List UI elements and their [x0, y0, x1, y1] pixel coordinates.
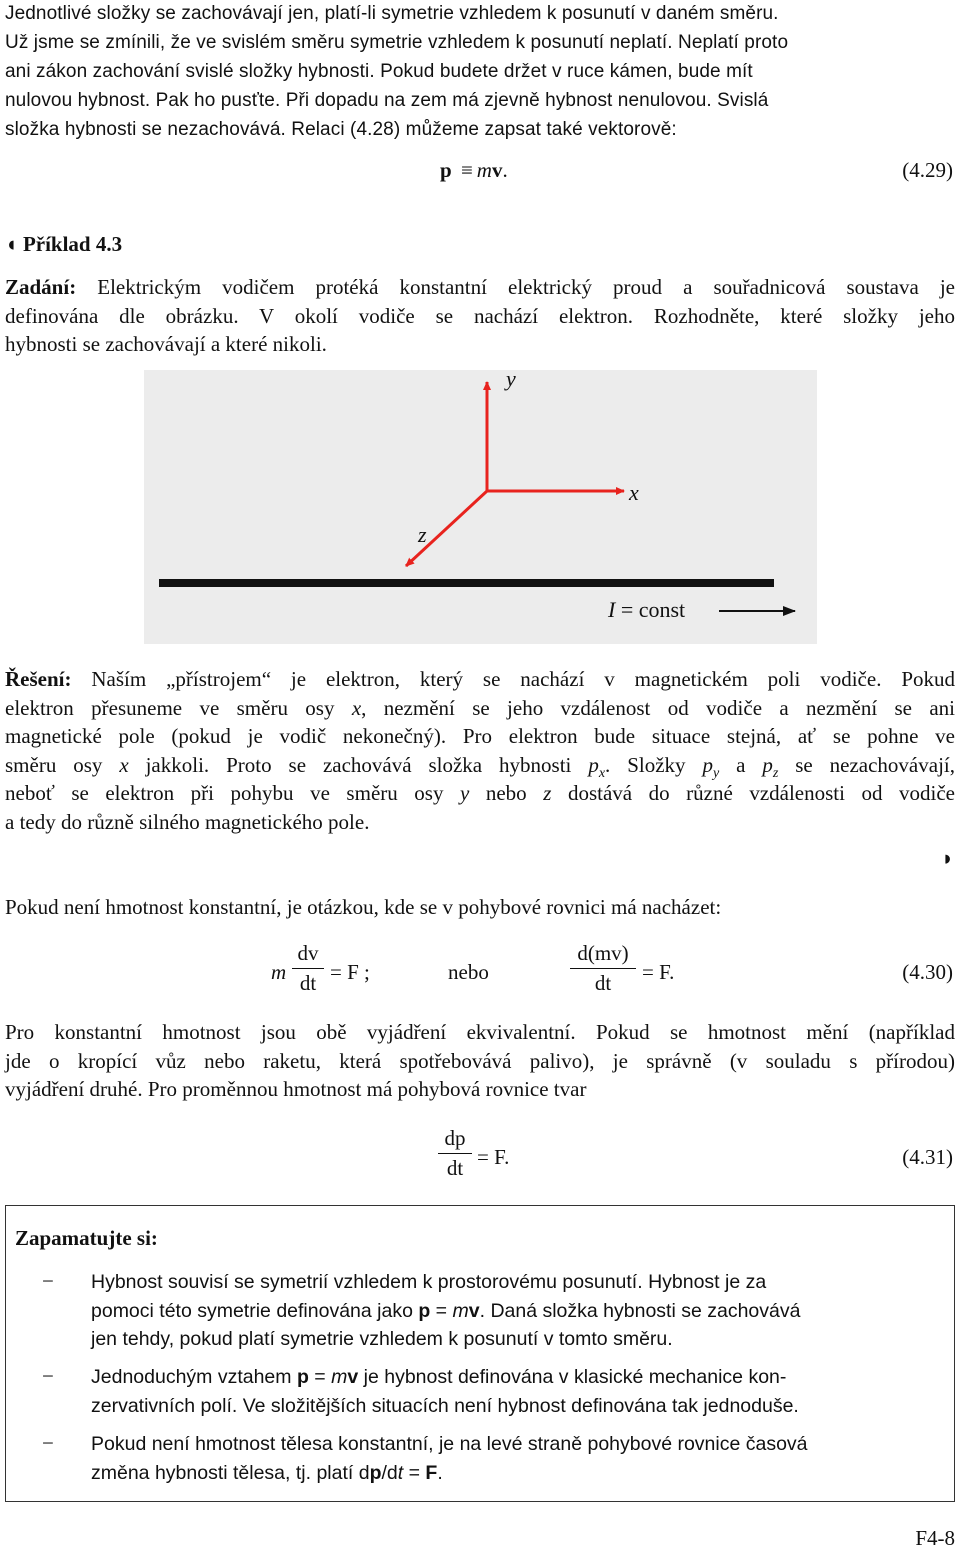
coordinate-figure — [144, 366, 817, 644]
equation-number-4-30: (4.30) — [902, 960, 953, 984]
solution-line-4: směru osy x jakkoli. Proto se zachovává složka hybnosti $p_x$. Složky $p_y$ a $p_z$ se nezachovávají, — [5, 752, 955, 781]
bullet-dash-2: − — [42, 1364, 54, 1388]
item1-line2: pomoci této symetrie definována jako p = mv. Daná složka hybnosti se zachovává — [91, 1299, 801, 1322]
item2-line1: Jednoduchým vztahem p = mv je hybnost definována v klasické mechanice kon- — [91, 1366, 787, 1388]
eq430-num1: dv — [292, 941, 324, 969]
intro-line-4: nulovou hybnost. Pak ho pusťte. Při dopadu na zem má zjevně hybnost nenulovou. Svislá — [5, 90, 769, 111]
equation-4-29 — [440, 158, 508, 183]
example-end-marker: ◗ — [941, 846, 954, 870]
remember-item-1 — [91, 1268, 931, 1354]
example-start-marker: ◖ — [5, 232, 18, 256]
intro-line-2: Už jsme se zmínili, že ve svislém směru symetrie vzhledem k posunutí neplatí. Neplatí proto — [5, 32, 789, 53]
mass-question-text: Pokud není hmotnost konstantní, je otázkou, kde se v pohybové rovnici má nacházet: — [5, 895, 722, 919]
eq430-den2: dt — [594, 971, 612, 995]
intro-line-5: složka hybnosti se nezachovává. Relaci (4.28) můžeme zapsat také vektorově: — [5, 119, 677, 140]
eq-equiv: ≡ — [460, 158, 473, 182]
remember-item-3 — [91, 1430, 931, 1487]
y-axis-label: y — [506, 366, 516, 391]
task-label: Zadání: — [5, 275, 77, 299]
eq431-num: dp — [438, 1126, 472, 1154]
const-line-1: Pro konstantní hmotnost jsou obě vyjádření ekvivalentní. Pokud se hmotnost mění (například — [5, 1020, 955, 1044]
task-paragraph — [5, 273, 955, 359]
solution-line-5: neboť se elektron při pohybu ve směru osy y nebo z dostává do různé vzdálenosti od vodiče — [5, 781, 955, 805]
solution-line-3: magnetické pole (pokud je vodič nekonečný). Pro elektron bude situace stejná, ať se pohne ve — [5, 724, 955, 748]
bullet-dash-3: − — [42, 1431, 54, 1455]
eq430-m: m — [271, 960, 287, 984]
eq430-nebo: nebo — [448, 960, 489, 984]
eq430-rhs-1: = F ; — [330, 960, 370, 984]
eq-m: m — [476, 158, 492, 182]
current-const: = const — [615, 597, 686, 622]
eq-p: p — [440, 158, 452, 182]
z-axis-label: z — [418, 522, 427, 547]
eq431-den: dt — [446, 1156, 464, 1180]
solution-line-2: elektron přesuneme ve směru osy x, nezmění se jeho vzdálenost od vodiče a nezmění se ani — [5, 695, 955, 720]
eq430-fraction-1 — [292, 941, 324, 996]
eq430-den1: dt — [299, 971, 317, 995]
solution-paragraph — [5, 665, 955, 836]
current-symbol: I — [608, 597, 616, 622]
eq-v: v — [491, 158, 503, 182]
task-line-2: definována dle obrázku. V okolí vodiče se nachází elektron. Rozhodněte, které složky jeho — [5, 303, 955, 328]
task-line-3: hybnosti se zachovávají a které nikoli. — [5, 332, 327, 356]
constant-mass-paragraph — [5, 1018, 955, 1104]
equation-number-4-31: (4.31) — [902, 1145, 953, 1169]
const-line-2: jde o kropící vůz nebo raketu, která spotřebovává palivo), je správně (v souladu s přírodou) — [5, 1048, 955, 1073]
eq430-rhs-2: = F. — [642, 960, 675, 984]
item1-line3: jen tehdy, pokud platí symetrie vzhledem k posunutí v tomto směru. — [91, 1328, 673, 1350]
coordinate-diagram — [144, 370, 817, 644]
eq430-num2: d(mv) — [570, 941, 636, 969]
item2-line2: zervativních polí. Ve složitějších situacích není hybnost definována tak jednoduše. — [91, 1394, 799, 1417]
eq430-fraction-2 — [570, 941, 636, 996]
remember-title: Zapamatujte si: — [15, 1226, 158, 1250]
x-axis-label: x — [629, 480, 639, 505]
eq-dot: . — [502, 158, 508, 182]
eq431-fraction — [438, 1126, 472, 1181]
item1-line1: Hybnost souvisí se symetrií vzhledem k prostorovému posunutí. Hybnost je za — [91, 1271, 767, 1293]
task-line-1: Elektrickým vodičem protéká konstantní elektrický proud a souřadnicová soustava je — [76, 275, 955, 299]
remember-box — [5, 1205, 955, 1502]
const-line-3: vyjádření druhé. Pro proměnnou hmotnost má pohybová rovnice tvar — [5, 1077, 587, 1101]
solution-line-1: Naším „přístrojem“ je elektron, který se nachází v magnetickém poli vodiče. Pokud — [71, 667, 955, 691]
equation-number-4-29: (4.29) — [902, 158, 953, 182]
conductor-wire — [159, 579, 774, 587]
item3-line2: změna hybnosti tělesa, tj. platí dp/dt = F. — [91, 1461, 443, 1484]
example-heading — [5, 232, 122, 257]
page-number: F4-8 — [915, 1526, 955, 1550]
eq431-rhs: = F. — [477, 1145, 510, 1169]
current-label — [608, 597, 685, 623]
solution-line-6: a tedy do různě silného magnetického pole. — [5, 809, 370, 834]
example-title: Příklad 4.3 — [22, 232, 123, 256]
remember-item-2 — [91, 1363, 931, 1420]
intro-line-3: ani zákon zachování svislé složky hybnosti. Pokud budete držet v ruce kámen, bude mít — [5, 61, 753, 82]
bullet-dash-1: − — [42, 1269, 54, 1293]
solution-label: Řešení: — [5, 667, 72, 691]
intro-line-1: Jednotlivé složky se zachovávají jen, platí-li symetrie vzhledem k posunutí v daném směru. — [5, 3, 779, 24]
item3-line1: Pokud není hmotnost tělesa konstantní, je na levé straně pohybové rovnice časová — [91, 1433, 808, 1455]
